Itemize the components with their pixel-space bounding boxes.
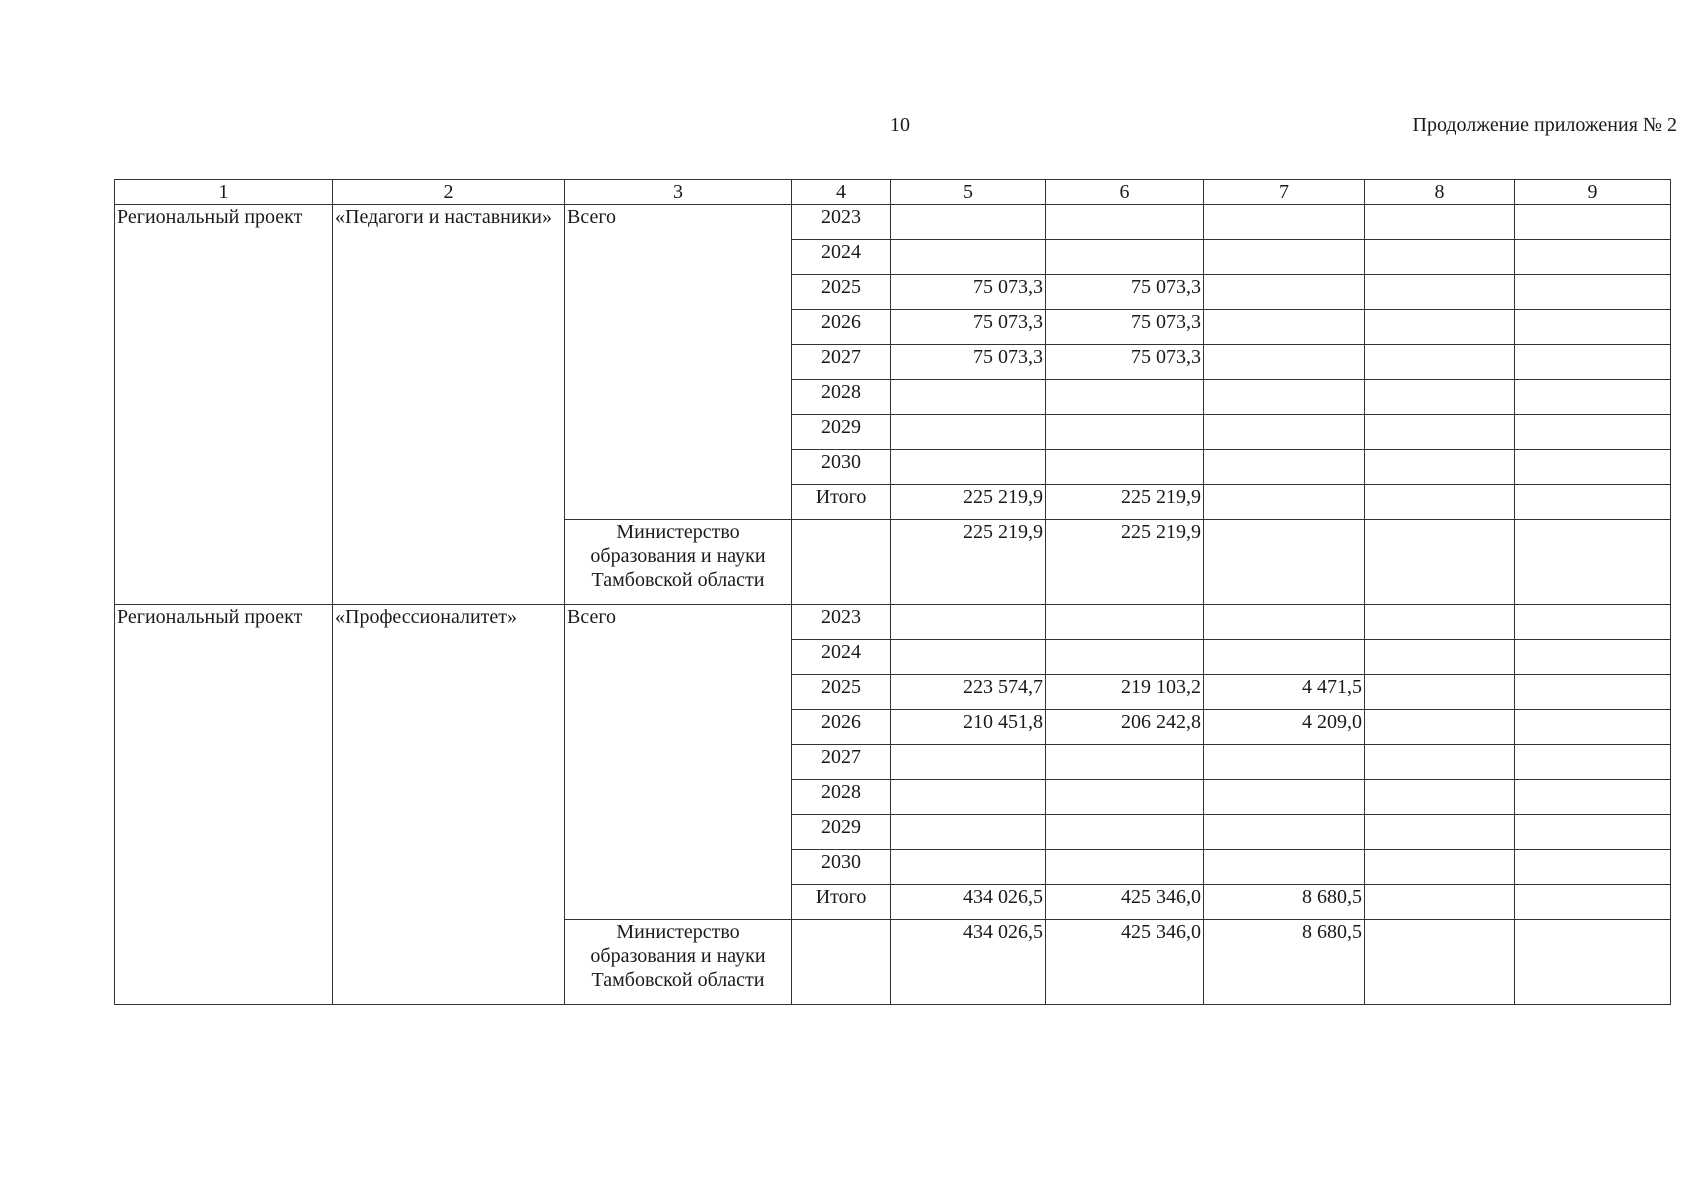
column-header: 1 [115, 180, 333, 205]
year-cell: 2027 [792, 745, 891, 780]
project-name-cell: «Профессионалитет» [333, 605, 565, 1005]
value-cell [1365, 850, 1515, 885]
value-cell [891, 745, 1046, 780]
page-number: 10 [890, 114, 910, 136]
value-cell [1046, 240, 1204, 275]
value-cell [1515, 450, 1671, 485]
year-cell: 2024 [792, 640, 891, 675]
year-row [115, 205, 1671, 240]
value-cell [1365, 520, 1515, 605]
value-cell [1515, 640, 1671, 675]
appendix-note: Продолжение приложения № 2 [1412, 114, 1677, 136]
value-cell [1515, 780, 1671, 815]
value-cell [1365, 345, 1515, 380]
value-cell [1515, 885, 1671, 920]
value-cell: 4 471,5 [1204, 675, 1365, 710]
year-cell: 2028 [792, 780, 891, 815]
value-cell [1365, 815, 1515, 850]
value-cell [1365, 275, 1515, 310]
value-cell [891, 605, 1046, 640]
value-cell [1204, 605, 1365, 640]
column-header: 3 [565, 180, 792, 205]
value-cell [891, 415, 1046, 450]
value-cell [1046, 380, 1204, 415]
project-name-cell: «Педагоги и наставники» [333, 205, 565, 605]
value-cell [891, 205, 1046, 240]
year-cell: 2030 [792, 850, 891, 885]
value-cell [1515, 240, 1671, 275]
value-cell: 425 346,0 [1046, 885, 1204, 920]
value-cell [1365, 640, 1515, 675]
year-cell: 2030 [792, 450, 891, 485]
value-cell [1204, 485, 1365, 520]
year-cell: Итого [792, 885, 891, 920]
value-cell [1204, 415, 1365, 450]
value-cell [891, 640, 1046, 675]
value-cell [1204, 240, 1365, 275]
value-cell [1204, 345, 1365, 380]
value-cell: 210 451,8 [891, 710, 1046, 745]
column-number-row [115, 180, 1671, 205]
year-cell: 2026 [792, 310, 891, 345]
value-cell [1365, 485, 1515, 520]
value-cell [1046, 815, 1204, 850]
value-cell [1515, 415, 1671, 450]
value-cell [1365, 920, 1515, 1005]
value-cell [1365, 780, 1515, 815]
value-cell [1515, 745, 1671, 780]
value-cell [1515, 205, 1671, 240]
value-cell: 225 219,9 [891, 485, 1046, 520]
value-cell [1046, 640, 1204, 675]
value-cell: 75 073,3 [1046, 275, 1204, 310]
value-cell [1046, 605, 1204, 640]
budget-table [114, 179, 1671, 1005]
year-cell: 2025 [792, 675, 891, 710]
value-cell [891, 850, 1046, 885]
value-cell [1515, 380, 1671, 415]
value-cell [1365, 710, 1515, 745]
value-cell: 223 574,7 [891, 675, 1046, 710]
value-cell [1204, 310, 1365, 345]
value-cell: 8 680,5 [1204, 885, 1365, 920]
column-header: 7 [1204, 180, 1365, 205]
value-cell [1204, 450, 1365, 485]
value-cell [891, 240, 1046, 275]
value-cell [1515, 310, 1671, 345]
value-cell: 75 073,3 [891, 275, 1046, 310]
value-cell: 225 219,9 [891, 520, 1046, 605]
value-cell [792, 920, 891, 1005]
value-cell: 75 073,3 [1046, 310, 1204, 345]
year-cell: Итого [792, 485, 891, 520]
value-cell: 434 026,5 [891, 920, 1046, 1005]
column-header: 9 [1515, 180, 1671, 205]
value-cell [1365, 240, 1515, 275]
value-cell [1204, 205, 1365, 240]
value-cell [1515, 520, 1671, 605]
year-cell: 2029 [792, 815, 891, 850]
column-header: 8 [1365, 180, 1515, 205]
value-cell [1365, 310, 1515, 345]
value-cell: 425 346,0 [1046, 920, 1204, 1005]
value-cell [1515, 815, 1671, 850]
value-cell [891, 780, 1046, 815]
value-cell: 4 209,0 [1204, 710, 1365, 745]
column-header: 6 [1046, 180, 1204, 205]
total-label-cell: Всего [565, 205, 792, 520]
value-cell [1365, 415, 1515, 450]
value-cell: 8 680,5 [1204, 920, 1365, 1005]
year-cell: 2025 [792, 275, 891, 310]
value-cell [1365, 675, 1515, 710]
value-cell: 75 073,3 [891, 310, 1046, 345]
value-cell [1046, 415, 1204, 450]
value-cell [1204, 520, 1365, 605]
value-cell [1204, 275, 1365, 310]
value-cell [1365, 450, 1515, 485]
value-cell [1204, 640, 1365, 675]
value-cell [1046, 780, 1204, 815]
value-cell [1204, 780, 1365, 815]
year-cell: 2023 [792, 205, 891, 240]
year-cell: 2026 [792, 710, 891, 745]
organization-name-cell: Министерство образования и науки Тамбовской области [565, 520, 792, 605]
value-cell [891, 380, 1046, 415]
value-cell [1365, 745, 1515, 780]
year-row [115, 605, 1671, 640]
value-cell [792, 520, 891, 605]
year-cell: 2023 [792, 605, 891, 640]
project-type-cell: Региональный проект [115, 605, 333, 1005]
year-cell: 2024 [792, 240, 891, 275]
value-cell [1515, 275, 1671, 310]
column-header: 2 [333, 180, 565, 205]
value-cell: 75 073,3 [891, 345, 1046, 380]
organization-name-cell: Министерство образования и науки Тамбовской области [565, 920, 792, 1005]
value-cell [1046, 745, 1204, 780]
value-cell [1204, 815, 1365, 850]
value-cell [1204, 850, 1365, 885]
value-cell: 225 219,9 [1046, 520, 1204, 605]
value-cell [1515, 605, 1671, 640]
value-cell: 206 242,8 [1046, 710, 1204, 745]
value-cell [1365, 380, 1515, 415]
value-cell: 434 026,5 [891, 885, 1046, 920]
project-type-cell: Региональный проект [115, 205, 333, 605]
value-cell [1515, 675, 1671, 710]
value-cell [1365, 885, 1515, 920]
value-cell: 225 219,9 [1046, 485, 1204, 520]
value-cell [1515, 485, 1671, 520]
value-cell [891, 815, 1046, 850]
total-label-cell: Всего [565, 605, 792, 920]
value-cell [1515, 710, 1671, 745]
value-cell [1204, 745, 1365, 780]
value-cell [1046, 850, 1204, 885]
column-header: 5 [891, 180, 1046, 205]
value-cell [1046, 450, 1204, 485]
year-cell: 2028 [792, 380, 891, 415]
value-cell [1515, 345, 1671, 380]
column-header: 4 [792, 180, 891, 205]
value-cell [1365, 205, 1515, 240]
value-cell: 75 073,3 [1046, 345, 1204, 380]
value-cell [1046, 205, 1204, 240]
value-cell [1365, 605, 1515, 640]
value-cell [1204, 380, 1365, 415]
year-cell: 2029 [792, 415, 891, 450]
value-cell: 219 103,2 [1046, 675, 1204, 710]
value-cell [1515, 850, 1671, 885]
value-cell [1515, 920, 1671, 1005]
value-cell [891, 450, 1046, 485]
year-cell: 2027 [792, 345, 891, 380]
